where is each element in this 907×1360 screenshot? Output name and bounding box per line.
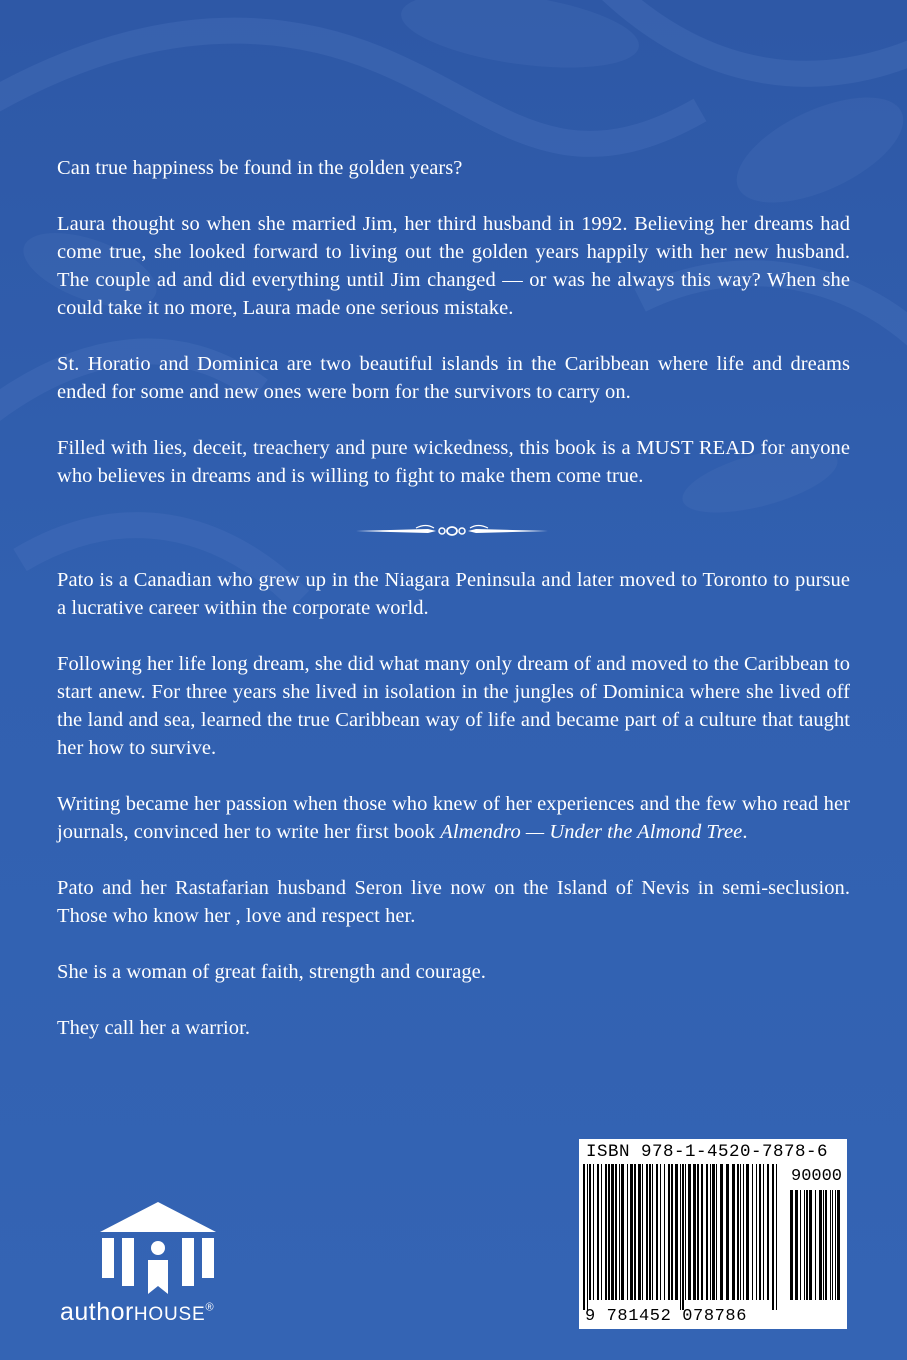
barcode-bar — [656, 1164, 658, 1300]
barcode-bar — [634, 1164, 636, 1300]
barcode-bar — [583, 1164, 585, 1310]
isbn-barcode — [579, 1139, 847, 1329]
blurb-paragraph: Can true happiness be found in the golden years? — [57, 157, 463, 179]
blurb-paragraph: Laura thought so when she married Jim, her third husband in 1992. Believing her dreams had come true, she looked forward to living out the golden years happily with her new husband. The couple ad and did everything until Jim changed — or was he always this way? When she could take it no more, Laura made one serious mistake. — [57, 213, 850, 319]
barcode-bar — [675, 1164, 678, 1300]
barcode-bar — [668, 1164, 670, 1300]
blurb-paragraph: Filled with lies, deceit, treachery and pure wickedness, this book is a MUST READ for anyone who believes in dreams and is willing to fight to make them come true. — [57, 437, 850, 487]
barcode-bar — [809, 1190, 812, 1300]
barcode-bar — [593, 1164, 594, 1300]
barcode-bar — [611, 1164, 614, 1300]
barcode-bar — [601, 1164, 602, 1300]
barcode-bar — [693, 1164, 696, 1300]
barcode-bar — [737, 1164, 739, 1300]
barcode-bar — [680, 1164, 681, 1310]
barcode-bar — [608, 1164, 610, 1300]
publisher-logo — [60, 1198, 260, 1328]
barcode-bar — [825, 1190, 827, 1300]
barcode-bar — [701, 1164, 703, 1300]
barcode-bar — [671, 1164, 673, 1300]
barcode-bar — [652, 1164, 653, 1300]
barcode-bar — [752, 1164, 753, 1300]
barcode-bar — [804, 1190, 805, 1300]
barcode-bar — [740, 1164, 741, 1300]
barcode-bar — [726, 1164, 729, 1300]
barcode-bar — [615, 1164, 617, 1300]
barcode-bar — [664, 1164, 665, 1300]
barcode-bar — [619, 1164, 620, 1300]
barcode-bar — [642, 1164, 643, 1300]
barcode-bar — [767, 1164, 769, 1300]
barcode-bar — [646, 1164, 648, 1300]
barcode-bar — [688, 1164, 691, 1300]
isbn-label: ISBN 978-1-4520-7878-6 — [586, 1142, 829, 1162]
bio-paragraph: Pato is a Canadian who grew up in the Niagara Peninsula and later moved to Toronto to pursue a lucrative career within the corporate world. — [57, 569, 850, 619]
barcode-bar — [795, 1190, 798, 1300]
barcode-bar — [790, 1190, 793, 1300]
barcode-bar — [732, 1164, 735, 1300]
bio-paragraph: She is a woman of great faith, strength and courage. — [57, 961, 486, 983]
bio-paragraph: Following her life long dream, she did what many only dream of and moved to the Caribbean to start anew. For three years she lived in isolation in the jungles of Dominica where she lived off the land and sea, learned the true Caribbean way of life and became part of a culture that taught her how to survive. — [57, 653, 850, 759]
barcode-bar — [837, 1190, 840, 1300]
barcode-bar — [743, 1164, 744, 1300]
barcode-bar — [815, 1190, 816, 1300]
barcode-bar — [682, 1164, 684, 1310]
authorhouse-logo-icon — [96, 1198, 220, 1298]
barcode-bar — [630, 1164, 633, 1300]
barcode-bar — [649, 1164, 651, 1300]
author-bio — [57, 566, 850, 1042]
bio-paragraph — [57, 790, 850, 846]
barcode-bar — [800, 1190, 801, 1300]
barcode-bar — [638, 1164, 641, 1300]
barcode-bar — [660, 1164, 661, 1300]
barcode-bar — [706, 1164, 708, 1300]
ornamental-divider-icon — [356, 520, 548, 542]
barcode-bar — [720, 1164, 723, 1300]
ean-barcode-bars — [583, 1164, 779, 1310]
barcode-bar — [830, 1190, 831, 1300]
barcode-bar — [597, 1164, 599, 1300]
bio-text: . — [742, 821, 748, 843]
barcode-bar — [759, 1164, 761, 1300]
barcode-bar — [746, 1164, 749, 1300]
publisher-name: authorHOUSE® — [60, 1298, 215, 1326]
barcode-bar — [835, 1190, 836, 1300]
barcode-bar — [763, 1164, 764, 1300]
book-title: Almendro — Under the Almond Tree — [440, 821, 743, 843]
barcode-bar — [605, 1164, 607, 1300]
bio-paragraph: Pato and her Rastafarian husband Seron live now on the Island of Nevis in semi-seclusion. Those who know her , love and respect her. — [57, 877, 850, 927]
ean-digits: 9 781452 078786 — [585, 1307, 748, 1326]
barcode-bar — [832, 1190, 833, 1300]
blurb-paragraph: St. Horatio and Dominica are two beautiful islands in the Caribbean where life and dreams ended for some and new ones were born for the survivors to carry on. — [57, 353, 850, 403]
price-barcode-bars — [790, 1190, 842, 1310]
price-code: 90000 — [791, 1167, 843, 1186]
barcode-bar — [627, 1164, 628, 1300]
book-blurb — [57, 154, 850, 490]
bio-paragraph: They call her a warrior. — [57, 1017, 251, 1039]
barcode-bar — [806, 1190, 808, 1300]
barcode-bar — [697, 1164, 699, 1300]
barcode-bar — [685, 1164, 686, 1300]
barcode-bar — [712, 1164, 715, 1300]
barcode-bar — [621, 1164, 624, 1300]
barcode-bar — [587, 1164, 588, 1310]
barcode-bar — [823, 1190, 824, 1300]
barcode-bar — [589, 1164, 591, 1300]
barcode-bar — [716, 1164, 717, 1300]
barcode-bar — [776, 1164, 777, 1310]
barcode-bar — [756, 1164, 757, 1300]
barcode-bar — [819, 1190, 822, 1300]
bio-text: Writing became her passion when those who knew of her experiences and the few who read her journals, convinced her to write her first book — [57, 793, 850, 843]
barcode-bar — [710, 1164, 711, 1300]
barcode-bar — [772, 1164, 774, 1310]
